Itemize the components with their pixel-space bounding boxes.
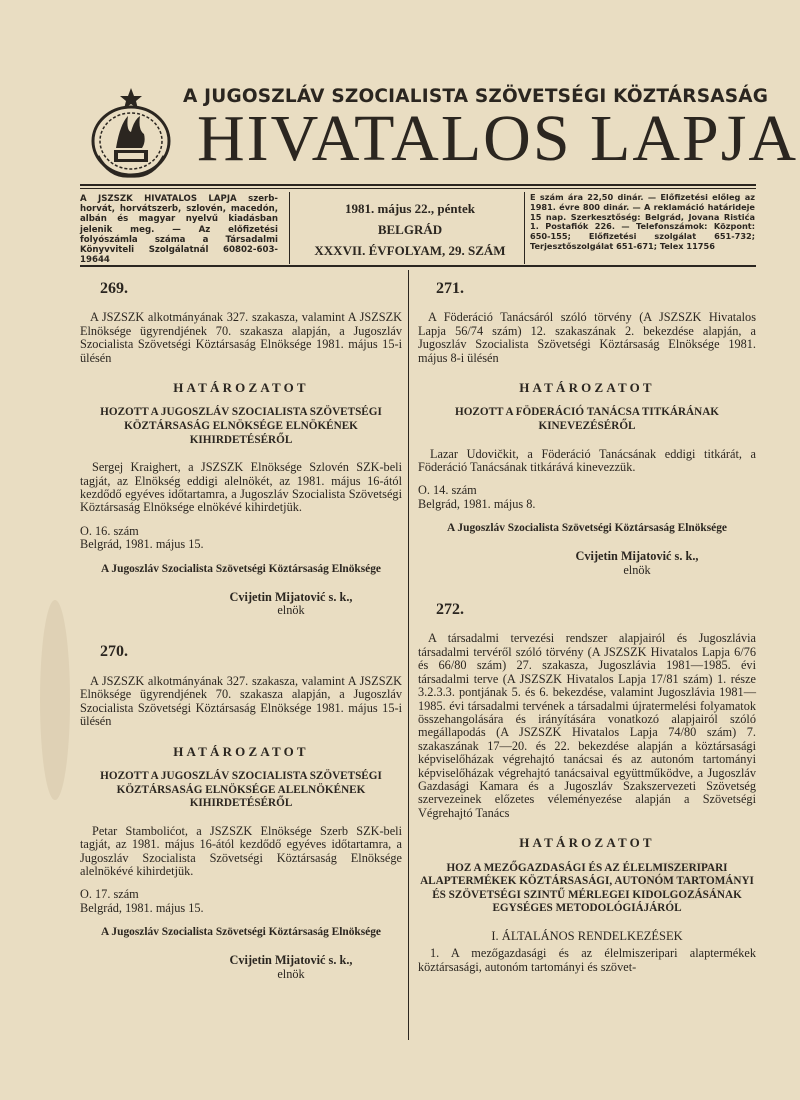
section-heading: HATÁROZATOT — [519, 835, 655, 851]
signer-organization: A Jugoszláv Szocialista Szövetségi Köztársaság Elnöksége — [100, 926, 381, 939]
section-intro: A JSZSZK alkotmányának 327. szakasza, valamint A JSZSZK Elnöksége ügyrendjének 70. szakasza alapján, a Jugoszláv Szocialista Szövetségi Köztársaság Elnöksége 1981. május 15-i ülésén — [80, 673, 402, 729]
gazette-title: HIVATALOS LAPJA — [197, 102, 799, 175]
section-intro: A Föderáció Tanácsáról szóló törvény (A JSZSZK Hivatalos Lapja 56/74 szám) 12. szakaszának 2. bekezdése alapján, a Jugoszláv Szocialista Szövetségi Köztársaság Elnöksége 1981. május 8-i ülésén — [418, 310, 756, 365]
subscription-info: A JSZSZK HIVATALOS LAPJA szerb-horvát, horvátszerb, szlovén, macedón, albán és magyar nyelvű kiadásban jelenik meg. — Az előfizetési folyószámla száma a Társadalmi Könyvviteli Szolgálatnál 60802-603-19644 — [80, 194, 278, 266]
reference-number: O. 17. szám — [80, 887, 139, 902]
header-rule-top — [80, 184, 756, 186]
signer-organization: A Jugoszláv Szocialista Szövetségi Köztársaság Elnöksége — [446, 522, 727, 535]
section-title: HOZOTT A FÖDERÁCIÓ TANÁCSA TITKÁRÁNAK KINEVEZÉSÉRŐL — [455, 406, 719, 433]
section-number: 269. — [100, 280, 128, 297]
general-provisions-heading: I. ÁLTALÁNOS RENDELKEZÉSEK — [491, 928, 683, 943]
place-date: Belgrád, 1981. május 15. — [80, 900, 204, 915]
header-divider — [289, 192, 290, 264]
section-269 — [80, 282, 402, 617]
left-column — [80, 282, 402, 981]
section-title: HOZ A MEZŐGAZDASÁGI ÉS AZ ÉLELMISZERIPARI ALAPTERMÉKEK KÖZTÁRSASÁGI, AUTONÓM TARTOMÁNYI ÉS SZÖVETSÉGI SZINTŰ MÉRLEGEI KIDOLGOZÁSÁNAK EGYSÉGES METODOLÓGIÁJÁRÓL — [420, 861, 754, 915]
issue-city: BELGRÁD — [377, 222, 443, 237]
section-body: Petar Stambolićot, a JSZSZK Elnöksége Szerb SZK-beli tagját, az 1981. május 16-ától kezdődő egyéves időtartamra, a Jugoszláv Szocialista Szövetségi Köztársaság Elnöksége alelnökévé kihirdetjük. — [80, 823, 402, 878]
price-info: E szám ára 22,50 dinár. — Előfizetési előleg az 1981. évre 800 dinár. — A reklamáció határideje 15 nap. Szerkesztőség: Belgrád, Jovana Ristića 1. Postafiók 226. — Telefonszámok: Központ: 650-155; Előfizetési szolgálat 651-732; Terjesztőszolgálat 651-671; Telex 11756 — [530, 192, 755, 251]
reference-number: O. 14. szám — [418, 483, 477, 498]
section-270 — [80, 645, 402, 980]
signer-rank: elnök — [277, 966, 305, 981]
section-number: 270. — [100, 643, 128, 661]
section-title: HOZOTT A JUGOSZLÁV SZOCIALISTA SZÖVETSÉGI KÖZTÁRSASÁG ELNÖKSÉGE ELNÖKÉNEK KIHIRDETÉSÉRŐL — [100, 406, 382, 446]
section-intro: A JSZSZK alkotmányának 327. szakasza, valamint A JSZSZK Elnöksége ügyrendjének 70. szakasza alapján, a Jugoszláv Szocialista Szövetségi Köztársaság Elnöksége 1981. május 15-i ülésén — [80, 310, 402, 365]
signer-organization: A Jugoszláv Szocialista Szövetségi Köztársaság Elnöksége — [100, 562, 381, 575]
section-body: Sergej Kraighert, a JSZSZK Elnöksége Szlovén SZK-beli tagját, az Elnökség eddigi alelnökét, az 1981. május 16-ától kezdődő egyéves időtartamra, a Jugoszláv Szocialista Szövetségi Köztársaság Elnöksége elnökévé kihirdetjük. — [80, 460, 402, 515]
header-rule-bottom — [80, 265, 756, 267]
section-number: 271. — [436, 280, 464, 297]
section-heading: HATÁROZATOT — [519, 380, 655, 396]
section-272 — [418, 603, 756, 974]
section-intro: A társadalmi tervezési rendszer alapjairól és Jugoszlávia társadalmi tervéről szóló törvény (A JSZSZK Hivatalos Lapja 6/76 és 66/80 szám) 27. szakasza, Jugoszlávia 1981—1985. évi társadalmi terve (A JSZSZK Hivatalos Lapja 17/81 szám) 1. része 3.2.3.3. pontjának 5. és 6. bekezdése, valamint Jugoszlávia 1981—1985. évi társadalmi tervének a társadalmi újratermelési folyamatok összehangolására és irányítására vonatkozó alapjairól szóló megállapodás (A JSZSZK Hivatalos Lapja 74/80 szám) 7. szakaszának 17—20. és 22. bekezdése alapján a köztársasági képviselőházak végrehajtó tanácsai és az autonóm tartományi képviselőházak végrehajtó tanácsaival együttműködve, a Jugoszláv Gazdasági Kamara és a Jugoszláv Szakszervezeti Szövetség szervezeinek előzetes véleményezése alapján a Szövetségi Végrehajtó Tanács — [418, 631, 756, 820]
issue-info — [296, 198, 524, 261]
section-body: Lazar Udovičkit, a Föderáció Tanácsának eddigi titkárát, a Föderáció Tanácsának titkárává kinevezzük. — [418, 446, 756, 475]
place-date: Belgrád, 1981. május 15. — [80, 537, 204, 552]
section-title: HOZOTT A JUGOSZLÁV SZOCIALISTA SZÖVETSÉGI KÖZTÁRSASÁG ELNÖKSÉGE ALELNÖKÉNEK KIHIRDETÉSÉRŐL — [100, 769, 382, 810]
header-divider — [524, 192, 525, 264]
signer-rank: elnök — [277, 603, 305, 618]
coat-of-arms-icon — [88, 86, 174, 182]
section-body: 1. A mezőgazdasági és az élelmiszeripari alaptermékek köztársasági, autonóm tartományi és szövet- — [418, 946, 756, 974]
republic-name: A JUGOSZLÁV SZOCIALISTA SZÖVETSÉGI KÖZTÁRSASÁG — [183, 86, 769, 107]
column-divider — [408, 270, 409, 1040]
issue-date: 1981. május 22., péntek — [344, 201, 475, 216]
section-heading: HATÁROZATOT — [173, 743, 309, 759]
signer-name: Cvijetin Mijatović s. k., — [229, 589, 353, 604]
signer-name: Cvijetin Mijatović s. k., — [229, 953, 353, 968]
right-column — [418, 282, 756, 974]
section-271 — [418, 282, 756, 577]
section-heading: HATÁROZATOT — [173, 380, 309, 396]
signer-name: Cvijetin Mijatović s. k., — [575, 549, 699, 564]
place-date: Belgrád, 1981. május 8. — [418, 496, 536, 511]
paper-stain — [40, 600, 70, 800]
reference-number: O. 16. szám — [80, 523, 139, 538]
issue-volume: XXXVII. ÉVFOLYAM, 29. SZÁM — [314, 243, 506, 258]
section-number: 272. — [436, 601, 464, 619]
header-rule-top-thin — [80, 188, 756, 189]
signer-rank: elnök — [623, 562, 651, 577]
